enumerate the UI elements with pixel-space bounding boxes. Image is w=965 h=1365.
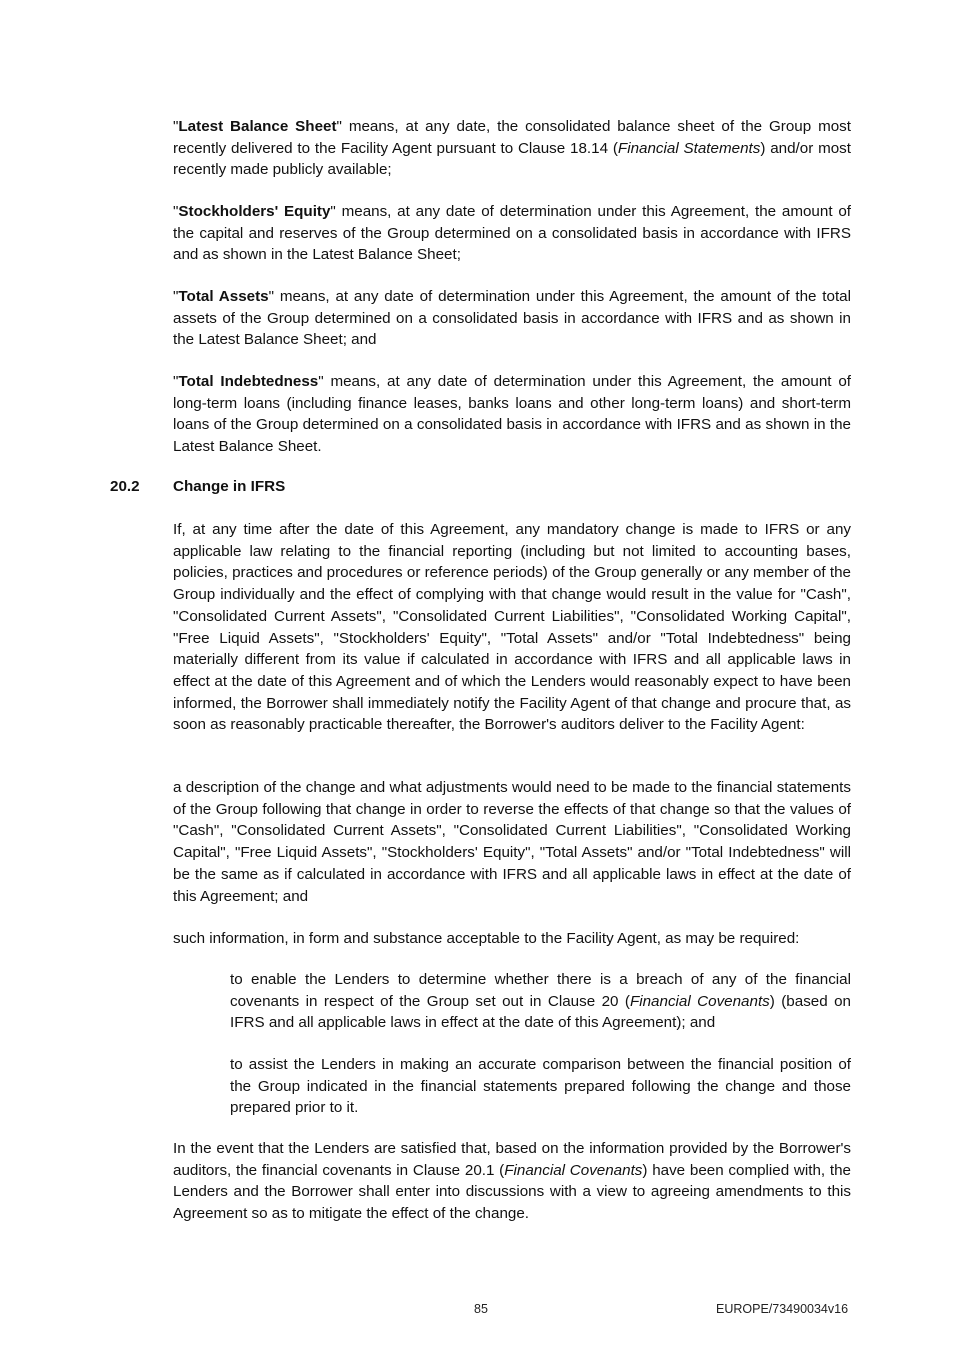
section-title: Change in IFRS — [173, 478, 286, 495]
page-number: 85 — [474, 1302, 488, 1316]
paragraph-description-of-change: a description of the change and what adjustments would need to be made to the financial statements of the Group following that change in order to reverse the effects of that change so that the values of "Cash", "Consolidated Current Assets", "Consolidated Current Liabilities", "Consolidated Working Capital", "Free Liquid Assets", "Stockholders' Equity", "Total Assets" and/or "Total Indebtedness" will be the same as if calculated in accordance with IFRS and all applicable laws in effect at the date of this Agreement; and — [173, 779, 851, 905]
defined-term: Total Assets — [178, 288, 269, 305]
subparagraph-determine-breach: to enable the Lenders to determine whether there is a breach of any of the financial covenants in respect of the Group set out in Clause 20 (Financial Covenants) (based on IFRS and all applicable laws in effect at the date of this Agreement); and — [230, 971, 852, 1032]
definition-latest-balance-sheet: "Latest Balance Sheet" means, at any date, the consolidated balance sheet of the Group most recently delivered to the Facility Agent pursuant to Clause 18.14 (Financial Statements) and/or most recently made publicly available; — [173, 118, 851, 179]
document-reference: EUROPE/73490034v16 — [716, 1302, 849, 1316]
defined-term: Total Indebtedness — [178, 373, 319, 390]
paragraph-change-notice: If, at any time after the date of this Agreement, any mandatory change is made to IFRS or any applicable law relating to the financial reporting (including but not limited to accounting bases, policies, practices and procedures or reference periods) of the Group generally or any member of the Group individually and the effect of complying with that change would result in the value for "Cash", "Consolidated Current Assets", "Consolidated Current Liabilities", "Consolidated Working Capital", "Free Liquid Assets", "Stockholders' Equity", "Total Assets" and/or "Total Indebtedness" being materially different from its value if calculated in accordance with IFRS and all applicable laws in effect at the date of this Agreement and of which the Lenders would reasonably expect to have been informed, the Borrower shall immediately notify the Facility Agent of that change and procure that, as soon as reasonably practicable thereafter, the Borrower's auditors deliver to the Facility Agent: — [173, 521, 851, 734]
paragraph-lenders-satisfied: In the event that the Lenders are satisfied that, based on the information provided by the Borrower's auditors, the financial covenants in Clause 20.1 (Financial Covenants) have been complied with, the Lenders and the Borrower shall enter into discussions with a view to agreeing amendments to this Agreement so as to mitigate the effect of the change. — [173, 1140, 852, 1223]
definition-total-assets: "Total Assets" means, at any date of determination under this Agreement, the amount of the total assets of the Group determined on a consolidated basis in accordance with IFRS and as shown in the Latest Balance Sheet; and — [173, 288, 851, 349]
definition-total-indebtedness: "Total Indebtedness" means, at any date of determination under this Agreement, the amount of long-term loans (including finance leases, banks loans and other long-term loans) and short-term loans of the Group determined on a consolidated basis in accordance with IFRS and as shown in the Latest Balance Sheet. — [173, 373, 851, 456]
defined-term: Stockholders' Equity — [178, 203, 331, 220]
defined-term: Latest Balance Sheet — [178, 118, 337, 135]
subparagraph-accurate-comparison: to assist the Lenders in making an accurate comparison between the financial position of the Group indicated in the financial statements prepared following the change and those prepared prior to it. — [230, 1056, 851, 1117]
section-number: 20.2 — [110, 478, 140, 495]
paragraph-information-required: such information, in form and substance acceptable to the Facility Agent, as may be required: — [173, 930, 800, 947]
definition-stockholders-equity: "Stockholders' Equity" means, at any date of determination under this Agreement, the amount of the capital and reserves of the Group determined on a consolidated basis in accordance with IFRS and as shown in the Latest Balance Sheet; — [173, 203, 851, 264]
